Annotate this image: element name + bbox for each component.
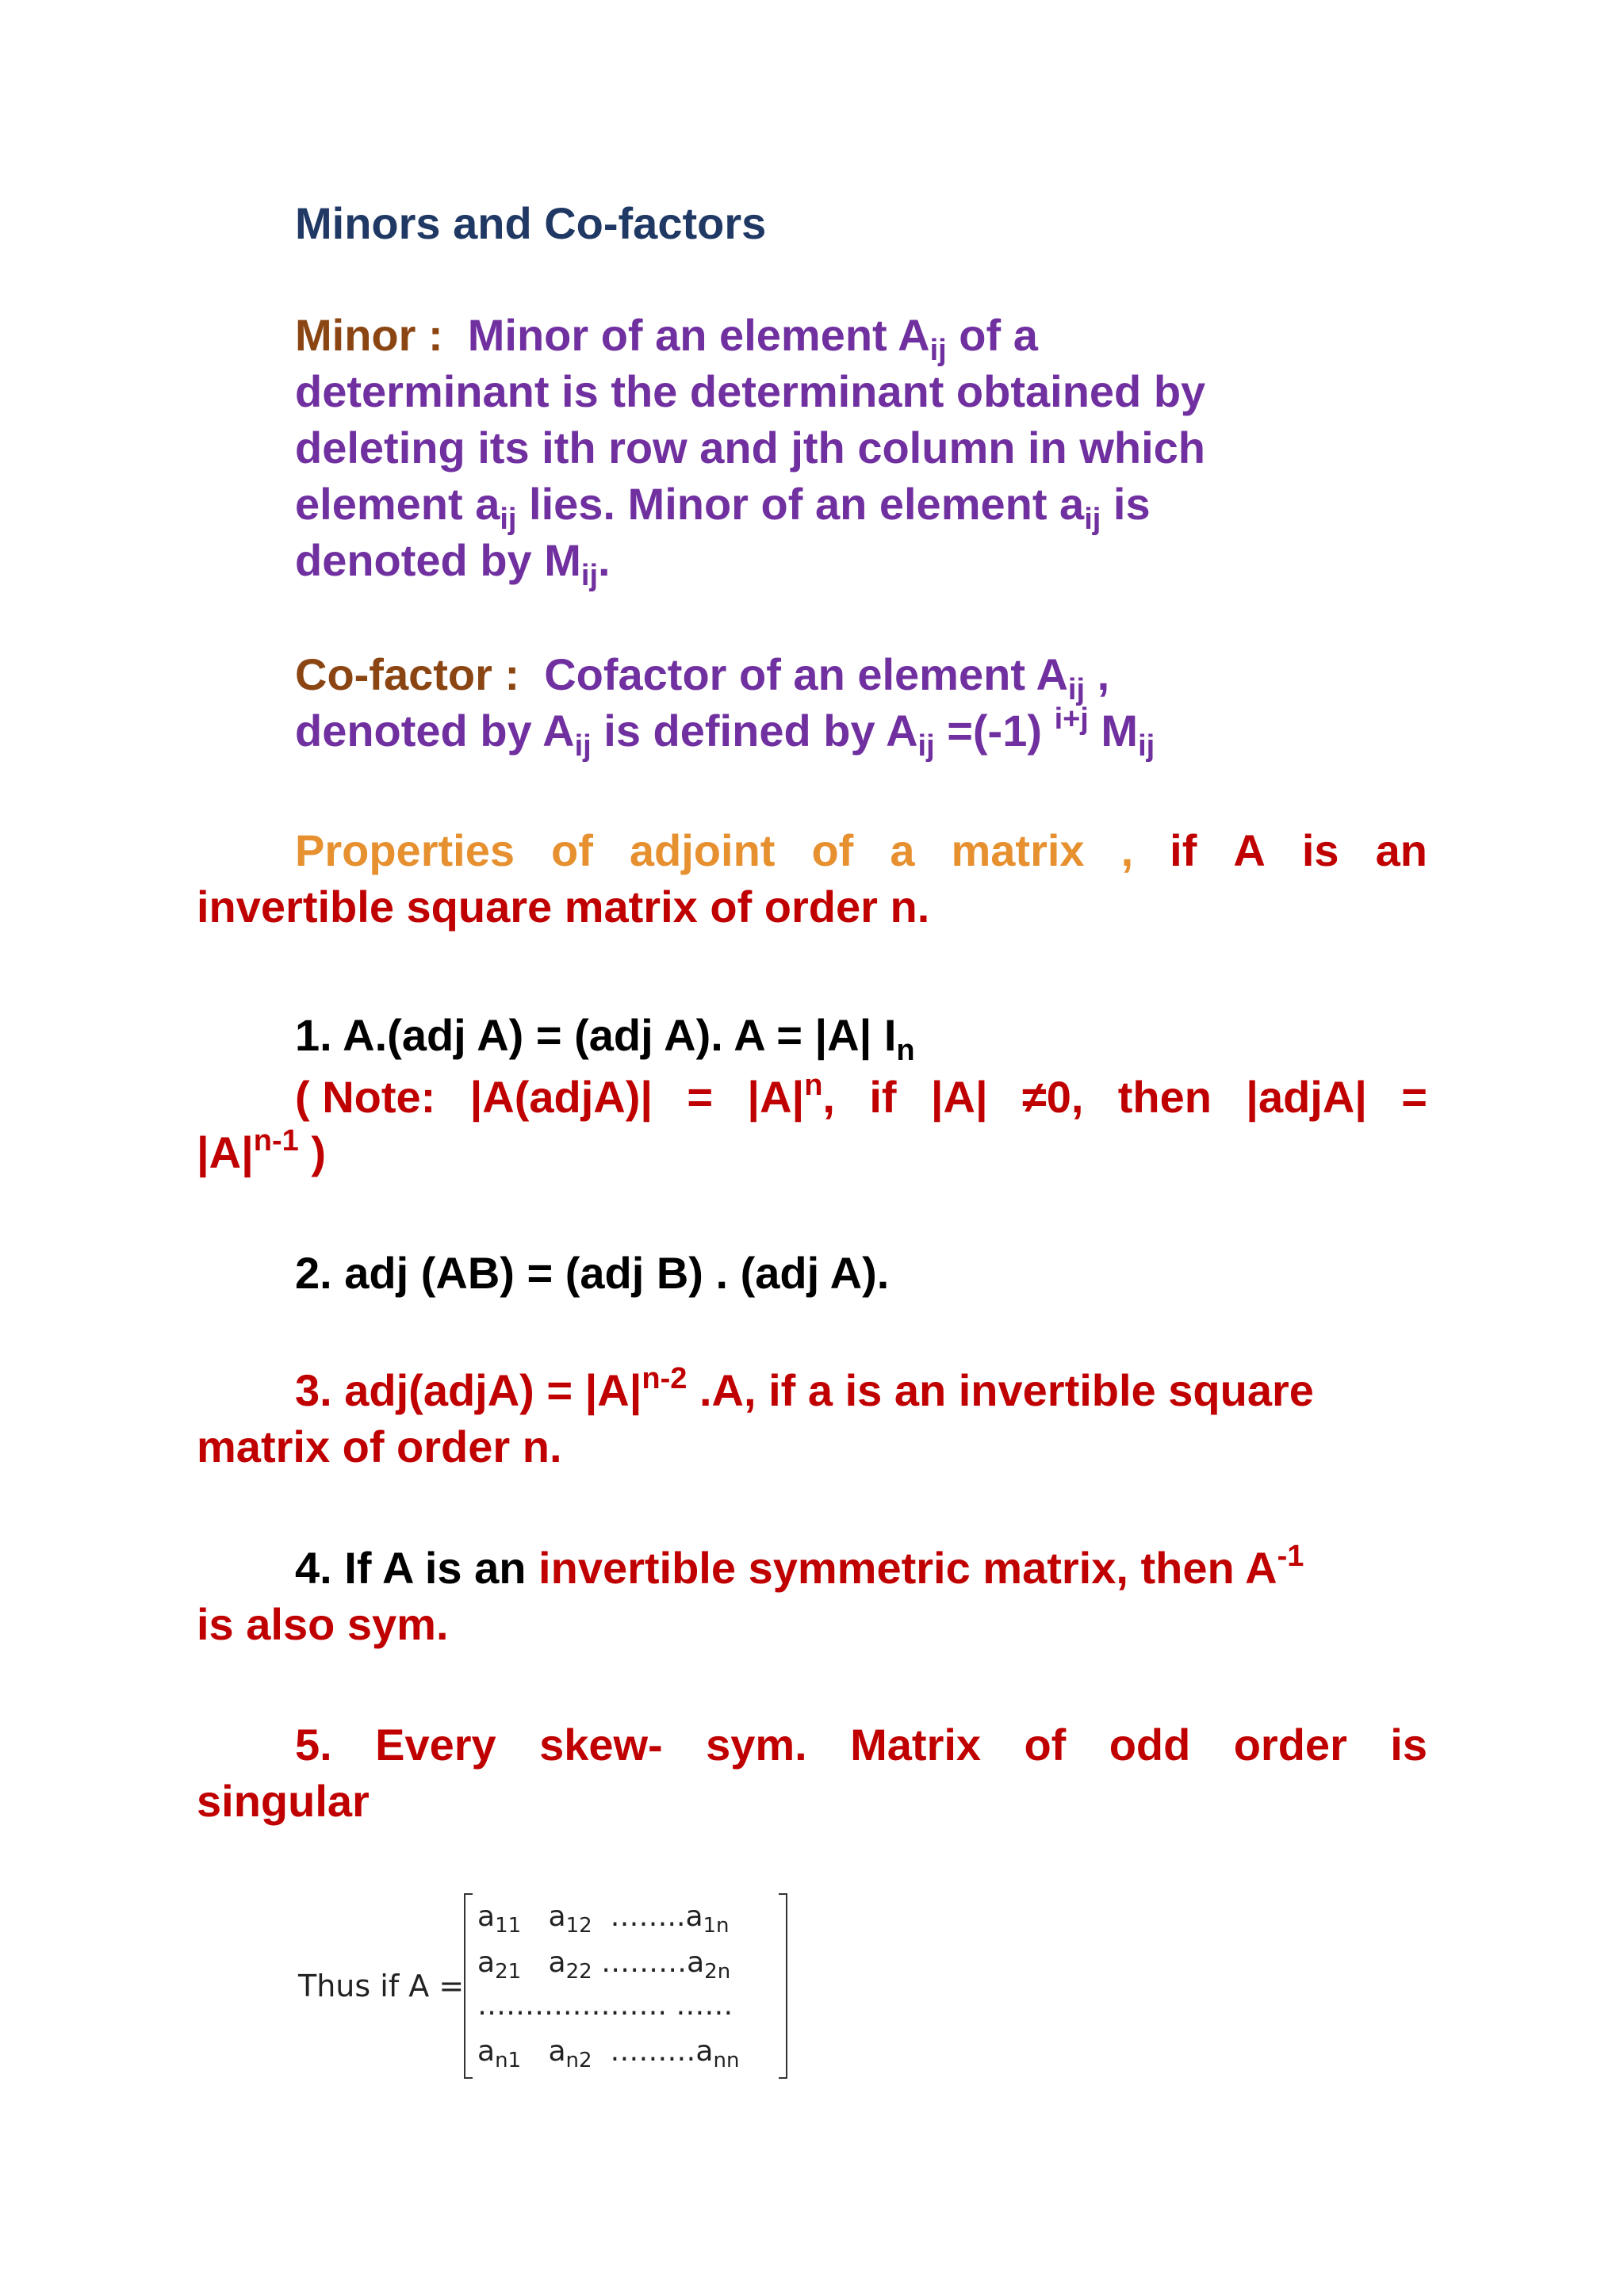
- property-4: 4. If A is an invertible symmetric matrix, then $A^{-1}$: [295, 1540, 1304, 1593]
- property-5: 5. Every skew- sym. Matrix of odd order is: [295, 1720, 1427, 1770]
- property-3: 3. adj(adjA) = $|A|^{n-2}$ .A, if a is an invertible square: [295, 1362, 1314, 1415]
- matrix-row-1: $a_{11}$ $a_{12}$ $\dots\dots..a_{1n}$: [477, 1900, 730, 1938]
- minor-label: Minor :: [295, 310, 443, 360]
- matrix-row-4: $a_{n1}$ $a_{n2}$ $\dots\dots\dots a_{nn}$: [477, 2035, 740, 2072]
- minor-line-5: denoted by $M_{ij}$.: [295, 535, 611, 592]
- title-text: Minors and Co-factors: [295, 198, 767, 248]
- properties-heading: Properties of adjoint of a matrix , if A is an: [295, 825, 1427, 875]
- properties-heading-line-2: invertible square matrix of order n.: [197, 882, 930, 932]
- matrix-row-3: ……….………. ……: [477, 1989, 733, 2022]
- property-1-note-line-2: $|A|^{n-1}$ ): [197, 1124, 326, 1177]
- page-title: [295, 195, 766, 252]
- minor-line-1: Minor : Minor of an element $A_{ij}$ of a: [295, 310, 1038, 367]
- cofactor-label: Co-factor :: [295, 649, 520, 699]
- property-2: 2. adj (AB) = (adj B) . (adj A).: [295, 1248, 890, 1298]
- property-3-line-2: matrix of order n.: [197, 1422, 562, 1471]
- minor-line-2: determinant is the determinant obtained by: [295, 366, 1206, 416]
- matrix-lead: Thus if A =: [298, 1969, 465, 2003]
- minor-line-3: deleting its ith row and jth column in which: [295, 423, 1205, 473]
- property-4-line-2: is also sym.: [197, 1599, 449, 1649]
- property-5-line-2: singular: [197, 1776, 370, 1826]
- cofactor-line-2: denoted by $A_{ij}$ is defined by $A_{ij} =(-1)$ $^{i+j}$ $M_{ij}$: [295, 702, 1155, 763]
- matrix-figure: [298, 1891, 790, 2081]
- minor-line-4: element $a_{ij}$ lies. Minor of an element $a_{ij}$ is: [295, 479, 1151, 536]
- property-1: 1. A.(adj A) = (adj A). A = |A| $I_n$: [295, 1010, 915, 1067]
- property-1-note: ( Note: |A(adjA)| = $|A|^n$, if |A| ≠0, then |adjA| =: [295, 1069, 1427, 1122]
- cofactor-line-1: Co-factor : Cofactor of an element $A_{ij}$ ,: [295, 649, 1110, 706]
- matrix-row-2: $a_{21}$ $a_{22}$ $\dots\dots\dots a_{2n}$: [477, 1946, 731, 1984]
